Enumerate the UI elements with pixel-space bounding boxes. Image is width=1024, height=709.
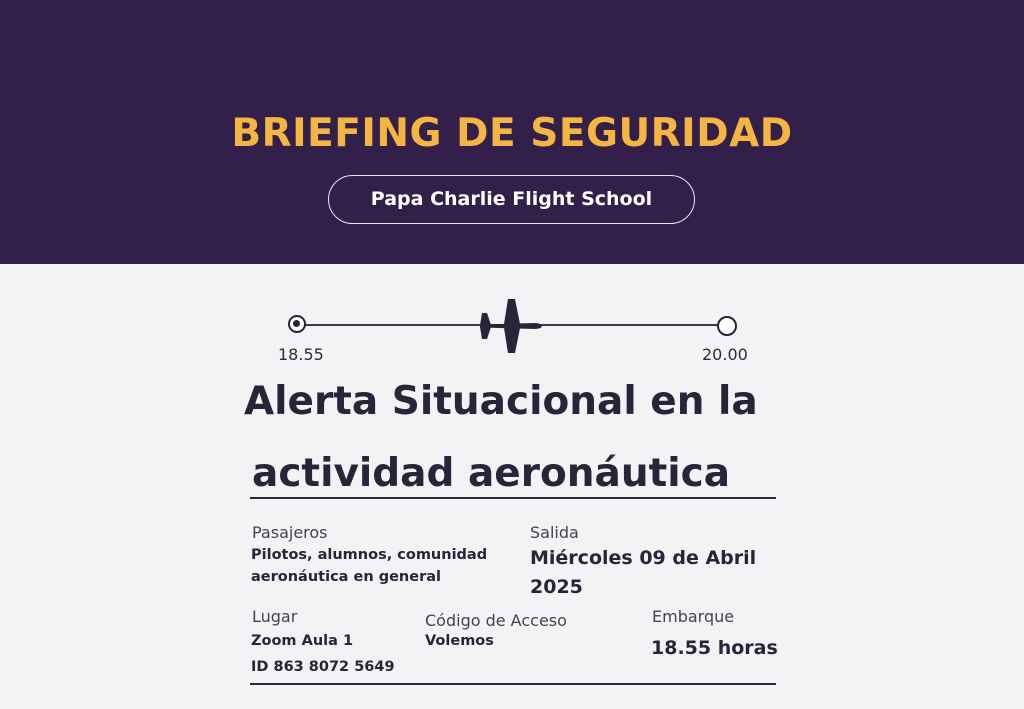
header-banner [0, 0, 1024, 264]
event-headline-line1: Alerta Situacional en la [244, 379, 758, 424]
salida-value-line2: 2025 [530, 576, 583, 598]
pasajeros-value-line2: aeronáutica en general [251, 569, 441, 585]
divider [250, 497, 776, 499]
salida-value-line1: Miércoles 09 de Abril [530, 547, 757, 569]
embarque-value: 18.55 horas [651, 637, 778, 659]
bottom-divider [250, 683, 776, 685]
salida-label: Salida [530, 523, 579, 542]
codigo-acceso-value: Volemos [425, 633, 494, 649]
arrival-time: 20.00 [702, 345, 748, 364]
page-title: BRIEFING DE SEGURIDAD [231, 111, 793, 156]
lugar-value-line1: Zoom Aula 1 [251, 633, 354, 649]
codigo-acceso-label: Código de Acceso [425, 611, 567, 630]
event-headline-line2: actividad aeronáutica [252, 451, 731, 496]
lugar-value-line2: ID 863 8072 5649 [251, 659, 395, 675]
pasajeros-label: Pasajeros [252, 523, 328, 542]
organization-badge: Papa Charlie Flight School [328, 175, 695, 224]
lugar-label: Lugar [252, 607, 298, 626]
origin-marker-icon [288, 315, 306, 333]
embarque-label: Embarque [652, 607, 735, 626]
departure-time: 18.55 [278, 345, 324, 364]
airplane-icon [478, 298, 544, 354]
pasajeros-value-line1: Pilotos, alumnos, comunidad [251, 547, 488, 563]
destination-marker-icon [717, 316, 737, 336]
